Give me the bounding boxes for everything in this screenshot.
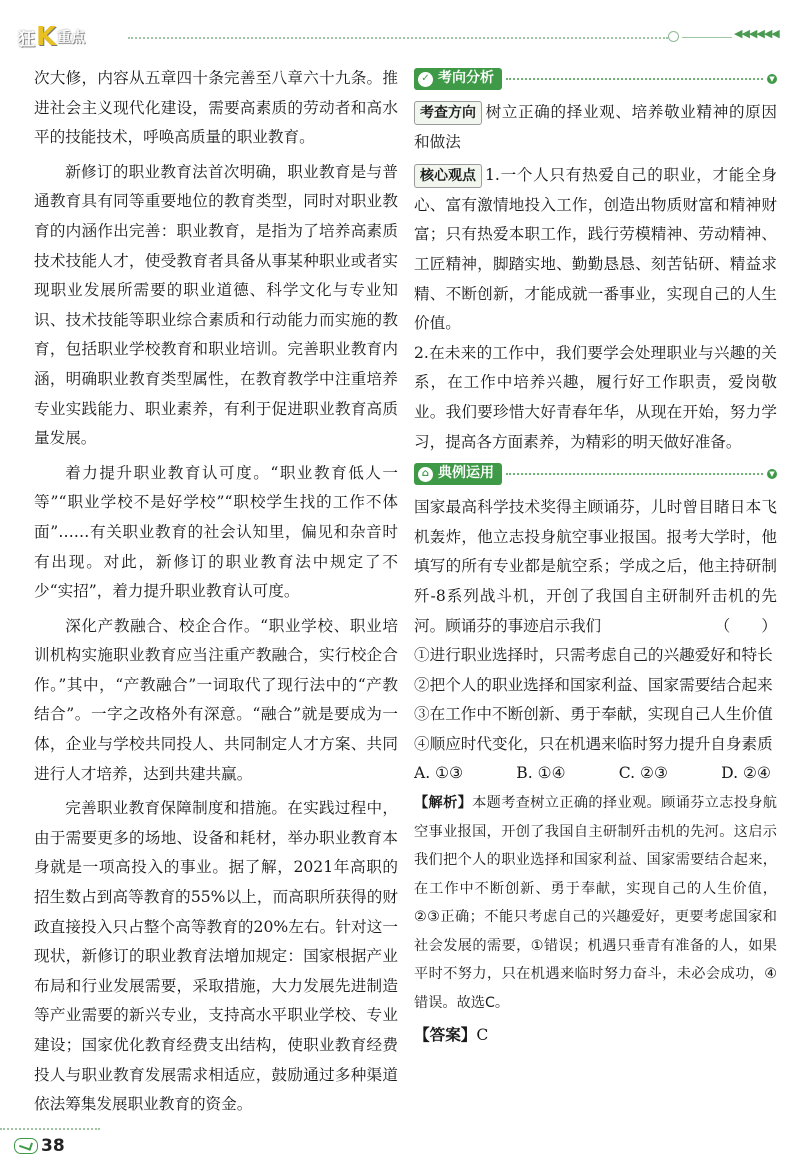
analysis-tag: 【解析】 bbox=[414, 795, 473, 812]
footer-dotted-line bbox=[0, 1128, 100, 1130]
house-icon: ⌂ bbox=[418, 467, 433, 482]
core-point-1: 1.一个人只有热爱自己的职业，才能全身心、富有激情地投入工作，创造出物质财富和精神财富；只有热爱本职工作，践行劳模精神、劳动精神、工匠精神，脚踏实地、勤勤恳恳、刻苦钻研、精益求精、不断创新，才能成就一番事业，实现自己的人生价值。 bbox=[414, 166, 777, 333]
direction-label: 考查方向 bbox=[414, 101, 482, 125]
logo-text-2: 重点 bbox=[57, 30, 86, 46]
option-b: B. ①④ bbox=[516, 764, 566, 783]
direction-block bbox=[414, 98, 777, 157]
answer-block bbox=[414, 1021, 777, 1051]
option-d: D. ②④ bbox=[721, 764, 771, 783]
series-logo bbox=[18, 22, 85, 52]
direction-text: 树立正确的择业观、培养敬业精神的原因和做法 bbox=[414, 103, 777, 151]
header-circle bbox=[668, 31, 679, 42]
section-dotted-line bbox=[506, 78, 763, 80]
page-header bbox=[0, 0, 800, 58]
header-line bbox=[682, 37, 732, 38]
statement-3: ③在工作中不断创新、勇于奉献，实现自己人生价值 bbox=[414, 705, 773, 724]
section-title: 考向分析 bbox=[438, 70, 494, 87]
compass-icon: ✓ bbox=[418, 72, 433, 87]
section-dotted-line bbox=[506, 473, 763, 475]
statement-4: ④顺应时代变化，只在机遇来临时努力提升自身素质 bbox=[414, 734, 773, 753]
core-label: 核心观点 bbox=[414, 164, 482, 188]
analysis-text: 本题考查树立正确的择业观。顾诵芬立志投身航空事业报国，开创了我国自主研制歼击机的先河。这启示我们把个人的职业选择和国家利益、国家需要结合起来，在工作中不断创新、勇于奉献，实现自己的人生价值，②③正确；不能只考虑自己的兴趣爱好，更要考虑国家和社会发展的需要，①错误；机遇只垂青有准备的人，如果平时不努力，只在机遇来临时努力奋斗，未必会成功，④错误。故选C。 bbox=[414, 795, 777, 1011]
question-stem: 国家最高科学技术奖得主顾诵芬，儿时曾目睹日本飞机轰炸，他立志投身航空事业报国。报考大学时，他填写的所有专业都是航空系；学成之后，他主持研制歼-8系列战斗机，开创了我国自主研制歼击机的先河。顾诵芬的事迹启示我们 bbox=[414, 498, 777, 635]
left-paragraph-3: 着力提升职业教育认可度。“职业教育低人一等”“职业学校不是好学校”“职校学生找的工作不体面”……有关职业教育的社会认知里，偏见和杂音时有出现。对此，新修订的职业教育法中规定了不少“实招”，着力提升职业教育认可度。 bbox=[34, 463, 398, 601]
page-number: 38 bbox=[41, 1136, 65, 1156]
right-column bbox=[414, 64, 777, 1051]
section-title: 典例运用 bbox=[438, 465, 494, 482]
chevron-down-icon: ▼ bbox=[767, 469, 777, 479]
left-paragraph-5: 完善职业教育保障制度和措施。在实践过程中，由于需要更多的场地、设备和耗材，举办职业教育本身就是一项高投入的事业。据了解，2021年高职的招生数占到高等教育的55%以上，而高职所获得的财政直接投入只占整个高等教育的20%左右。针对这一现状，新修订的职业教育法增加规定：国家根据产业布局和行业发展需要，采取措施，大力发展先进制造等产业需要的新兴专业，支持高水平职业学校、专业建设；国家优化教育经费支出结构，使职业教育经费投人与职业教育发展需求相适应，鼓励通过多种渠道依法筹集发展职业教育的资金。 bbox=[34, 799, 398, 1114]
section-header-example bbox=[414, 461, 777, 487]
section-tag bbox=[414, 68, 502, 90]
section-tag bbox=[414, 463, 502, 485]
leaf-icon bbox=[14, 1138, 38, 1154]
logo-k: K bbox=[36, 22, 57, 52]
answer-tag: 【答案】 bbox=[414, 1026, 477, 1045]
left-paragraph-1: 次大修，内容从五章四十条完善至八章六十九条。推进社会主义现代化建设，需要高素质的劳动者和高水平的技能技术，呼唤高质量的职业教育。 bbox=[34, 69, 398, 147]
option-c: C. ②③ bbox=[618, 764, 669, 783]
answer-blank: （ ） bbox=[714, 616, 777, 635]
chevron-down-icon: ▼ bbox=[767, 74, 777, 84]
question-text bbox=[414, 493, 777, 641]
header-arrows-icon: ◀◀◀◀◀◀ bbox=[734, 27, 779, 40]
section-header-analysis bbox=[414, 66, 777, 92]
core-point-2: 2.在未来的工作中，我们要学会处理职业与兴趣的关系，在工作中培养兴趣，履行好工作职责，爱岗敬业。我们要珍惜大好青春年华，从现在开始，努力学习，提高各方面素养，为精彩的明天做好准备。 bbox=[414, 343, 777, 451]
statement-2: ②把个人的职业选择和国家利益、国家需要结合起来 bbox=[414, 675, 773, 694]
core-block-1 bbox=[414, 161, 777, 339]
analysis-block bbox=[414, 789, 777, 1017]
answer-text: C bbox=[476, 1026, 489, 1045]
logo-text-1: 狂 bbox=[18, 29, 35, 50]
page-number-badge bbox=[14, 1136, 65, 1156]
statement-1: ①进行职业选择时，只需考虑自己的兴趣爱好和特长 bbox=[414, 646, 773, 665]
header-dotted-line bbox=[128, 37, 668, 39]
option-a: A. ①③ bbox=[414, 764, 464, 783]
left-column bbox=[34, 64, 398, 1125]
left-paragraph-4: 深化产教融合、校企合作。“职业学校、职业培训机构实施职业教育应当注重产教融合，实行校企合作。”其中，“产教融合”一词取代了现行法中的“产教结合”。一字之改格外有深意。“融合”就是要成为一体，企业与学校共同投人、共同制定人才方案、共同进行人才培养，达到共建共赢。 bbox=[34, 616, 398, 783]
options-row bbox=[414, 759, 777, 789]
left-paragraph-2: 新修订的职业教育法首次明确，职业教育是与普通教育具有同等重要地位的教育类型，同时对职业教育的内涵作出完善：职业教育，是指为了培养高素质技术技能人才，使受教育者具备从事某种职业或者实现职业发展所需要的职业道德、科学文化与专业知识、技术技能等职业综合素质和行动能力而实施的教育，包括职业学校教育和职业培训。完善职业教育内涵，明确职业教育类型属性，在教育教学中注重培养专业实践能力、职业素养，有利于促进职业教育高质量发展。 bbox=[34, 162, 398, 448]
